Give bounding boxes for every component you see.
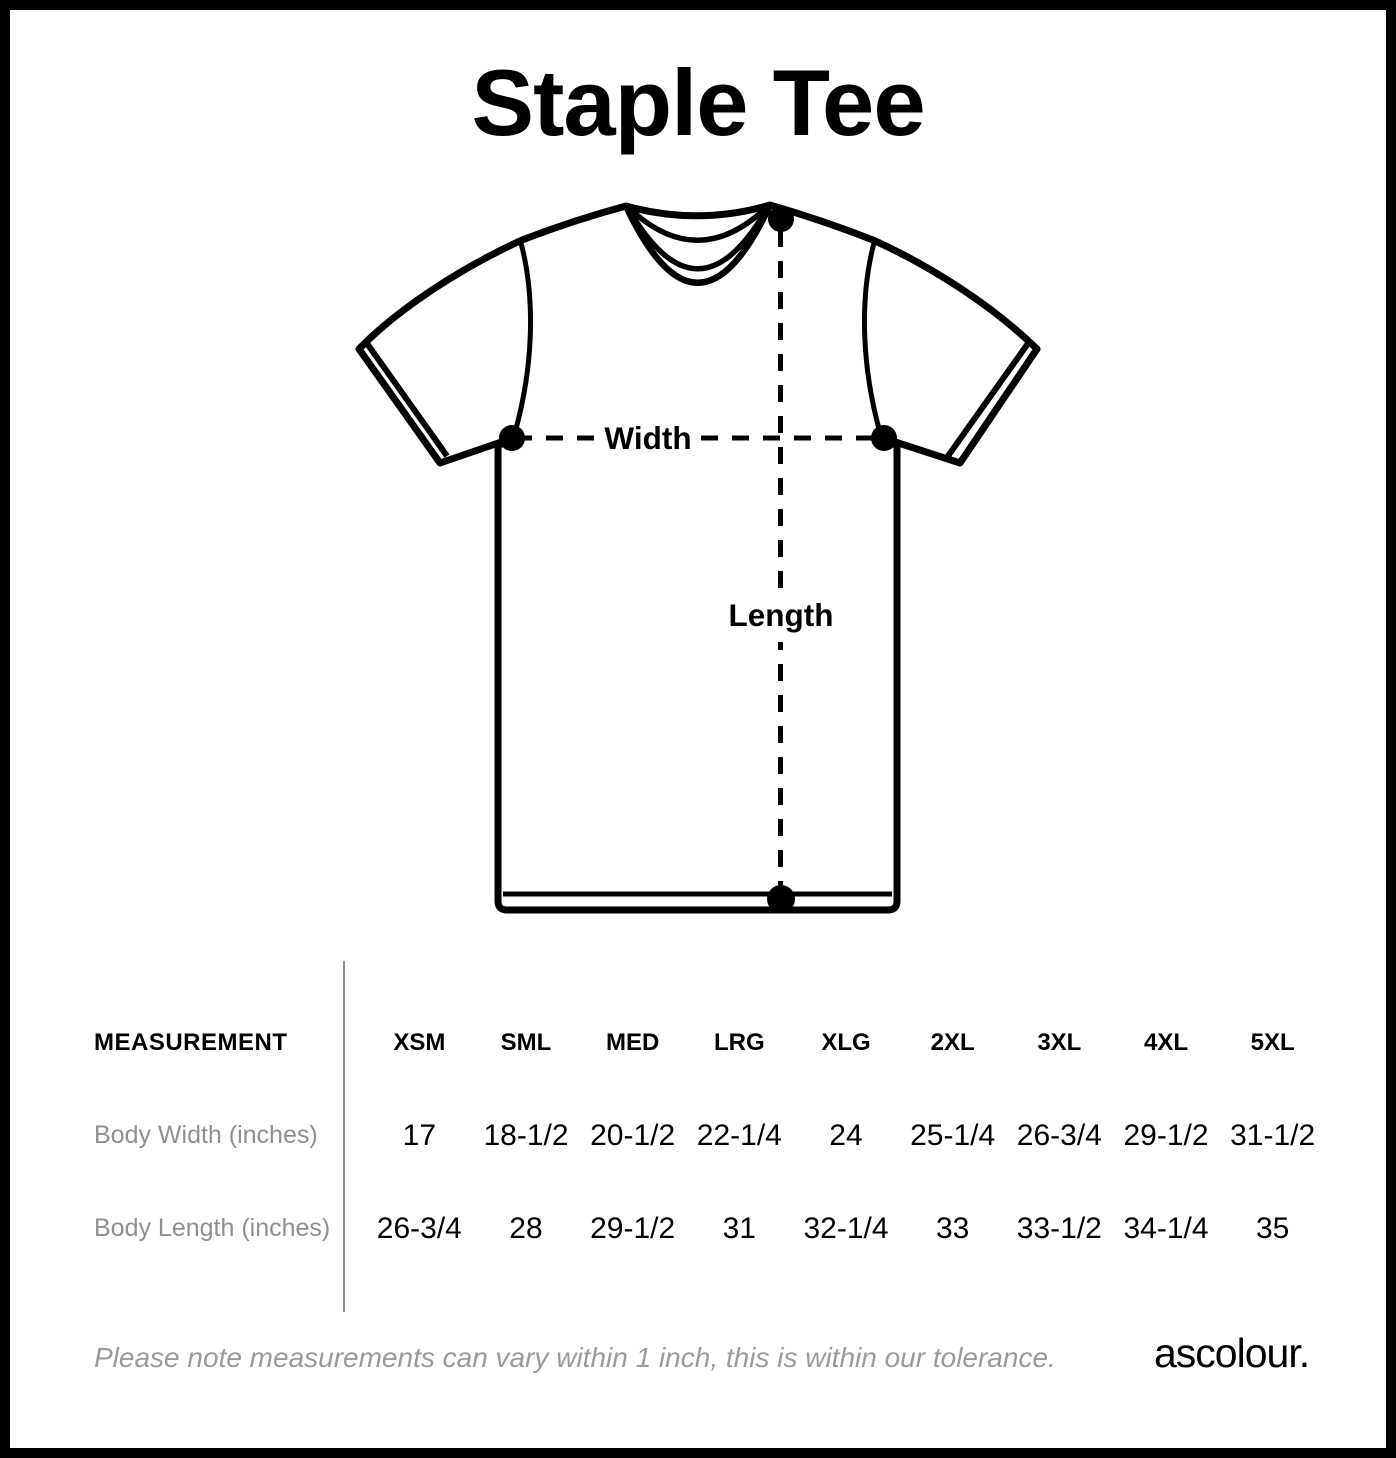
body-width-row-label: Body Width (inches) (94, 1121, 318, 1149)
body-width-value: 20-1/2 (590, 1118, 676, 1152)
body-width-value: 29-1/2 (1123, 1118, 1209, 1152)
right-armpit-dot (871, 425, 897, 451)
body-length-value: 28 (509, 1211, 543, 1245)
table-divider-line (343, 961, 345, 1312)
body-length-value: 33-1/2 (1016, 1211, 1102, 1245)
size-header-xsm: XSM (393, 1028, 446, 1056)
body-length-value: 29-1/2 (590, 1211, 676, 1245)
body-length-value: 33 (935, 1211, 970, 1245)
body-length-value: 31 (722, 1211, 756, 1245)
body-width-value: 18-1/2 (483, 1118, 569, 1152)
body-length-value: 35 (1255, 1211, 1290, 1245)
body-width-value: 17 (402, 1118, 437, 1152)
left-armpit-dot (499, 425, 525, 451)
hem-point-dot (767, 885, 795, 913)
body-width-value: 26-3/4 (1016, 1118, 1102, 1152)
size-header-lrg: LRG (713, 1028, 765, 1056)
size-header-med: MED (605, 1028, 660, 1056)
size-header-5xl: 5XL (1250, 1028, 1295, 1056)
size-header-4xl: 4XL (1143, 1028, 1188, 1056)
width-dimension-label: Width (604, 420, 692, 456)
tshirt-outline (359, 205, 1037, 910)
body-width-value: 25-1/4 (910, 1118, 996, 1152)
body-length-row-label: Body Length (inches) (94, 1214, 331, 1242)
body-width-value: 22-1/4 (696, 1118, 782, 1152)
size-header-xlg: XLG (821, 1028, 871, 1056)
body-length-value: 26-3/4 (376, 1211, 462, 1245)
body-width-value: 31-1/2 (1230, 1118, 1316, 1152)
tolerance-note: Please note measurements can vary within 1 inch, this is within our tolerance. (94, 1342, 1056, 1373)
size-header-sml: SML (500, 1028, 552, 1056)
size-header-3xl: 3XL (1037, 1028, 1082, 1056)
body-length-value: 32-1/4 (803, 1211, 889, 1245)
body-width-value: 24 (829, 1118, 863, 1152)
page-title: Staple Tee (471, 50, 925, 155)
length-dimension-label: Length (728, 597, 834, 633)
shoulder-point-dot (768, 206, 794, 232)
size-table (366, 961, 1326, 1312)
measurement-label-column (80, 961, 344, 1312)
size-header-2xl: 2XL (930, 1028, 975, 1056)
ascolour-logo: ascolour. (1154, 1330, 1310, 1376)
body-length-value: 34-1/4 (1123, 1211, 1209, 1245)
measurement-header: MEASUREMENT (94, 1028, 288, 1056)
